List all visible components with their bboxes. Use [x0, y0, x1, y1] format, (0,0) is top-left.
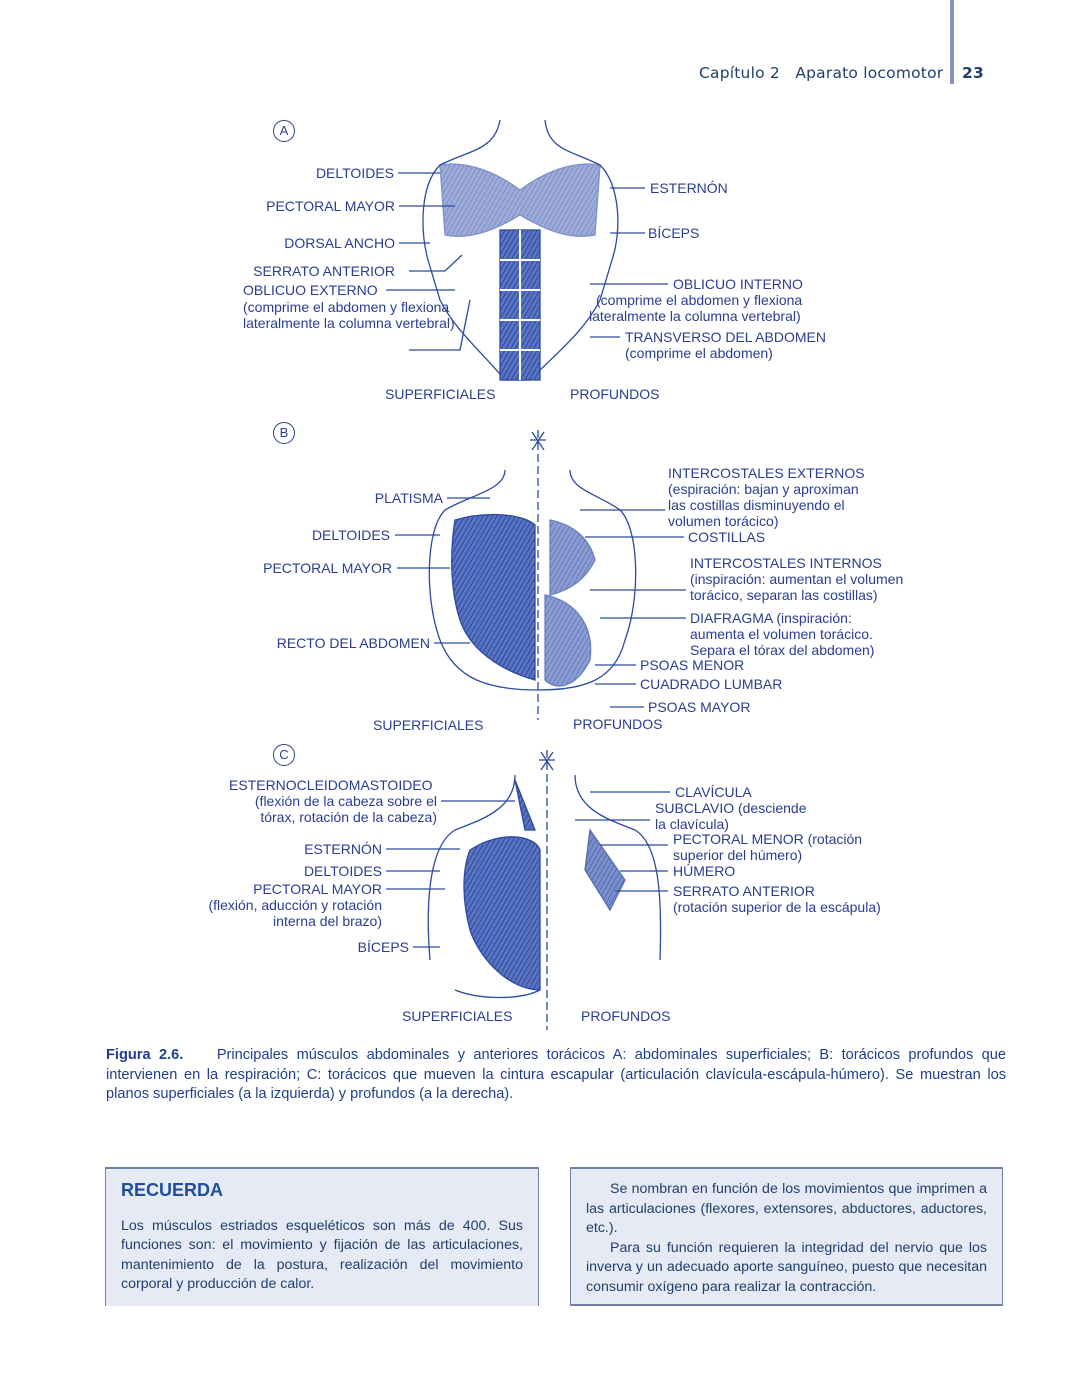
recuerda-title: RECUERDA: [121, 1180, 224, 1200]
recuerda-text: Los músculos estriados esqueléticos son más de 400. Sus funciones son: el movimiento y fijación de las articulaciones, mantenimiento de la postura, realización del movimiento corporal y producción de calor.: [121, 1217, 523, 1293]
label-note: Separa el tórax del abdomen): [690, 642, 875, 658]
label-note: (flexión de la cabeza sobre el: [254, 793, 437, 809]
label-psoas-mayor: PSOAS MAYOR: [648, 699, 751, 715]
label-platisma: PLATISMA: [374, 490, 443, 506]
side-note-box: [570, 1167, 1003, 1306]
label-serrato-anterior: SERRATO ANTERIOR: [253, 263, 395, 279]
label-deltoides: DELTOIDES: [311, 527, 390, 543]
label-pectoral-mayor: PECTORAL MAYOR: [253, 881, 382, 897]
chapter-title: Capítulo 2 Aparato locomotor: [699, 64, 944, 82]
label-oblicuo-interno: OBLICUO INTERNO: [673, 276, 803, 292]
label-note: (comprime el abdomen y flexiona: [596, 292, 803, 308]
label-note: volumen torácico): [668, 513, 779, 529]
label-note: la clavícula): [655, 816, 729, 832]
label-note: lateralmente la columna vertebral): [243, 315, 455, 331]
plane-superficiales: SUPERFICIALES: [385, 386, 496, 402]
label-transverso: TRANSVERSO DEL ABDOMEN: [625, 329, 826, 345]
caption-text: Principales músculos abdominales y anteriores torácicos A: abdominales superficiales; B: torácicos profundos que intervienen en la respiración; C: torácicos que mueven la cintura escapular (articulación clavícula-escápula-húmero). Se muestran los planos superficiales (a la izquierda) y profundos (a la derecha).: [106, 1047, 1006, 1102]
label-note: (rotación superior de la escápula): [673, 899, 881, 915]
plane-profundos: PROFUNDOS: [581, 1008, 671, 1024]
label-intercostales-externos: INTERCOSTALES EXTERNOS: [668, 465, 865, 481]
panel-marker-b: B: [273, 422, 295, 444]
plane-superficiales: SUPERFICIALES: [373, 717, 484, 733]
page-number: 23: [962, 64, 984, 82]
label-subclavio: SUBCLAVIO (desciende: [655, 800, 807, 816]
label-note: lateralmente la columna vertebral): [589, 308, 801, 324]
label-note: las costillas disminuyendo el: [668, 497, 845, 513]
label-biceps: BÍCEPS: [648, 225, 700, 241]
label-psoas-menor: PSOAS MENOR: [640, 657, 745, 673]
label-note: (comprime el abdomen): [625, 345, 773, 361]
label-note: (flexión, aducción y rotación: [208, 897, 382, 913]
label-esternon: ESTERNÓN: [650, 180, 728, 196]
panel-marker-c: C: [273, 744, 295, 766]
label-note: (comprime el abdomen y flexiona: [243, 299, 450, 315]
label-biceps: BÍCEPS: [357, 939, 409, 955]
label-esternon: ESTERNÓN: [304, 841, 382, 857]
caption-label: Figura 2.6.: [106, 1047, 184, 1063]
label-note: torácico, separan las costillas): [690, 587, 878, 603]
label-note: (espiración: bajan y aproximan: [668, 481, 859, 497]
plane-profundos: PROFUNDOS: [573, 716, 663, 732]
label-deltoides: DELTOIDES: [315, 165, 394, 181]
side-note-paragraph: Para su función requieren la integridad del nervio que los inverva y un adecuado aporte sanguíneo, puesto que necesitan consumir oxígeno para realizar la contracción.: [586, 1239, 987, 1295]
label-serrato-anterior: SERRATO ANTERIOR: [673, 883, 815, 899]
label-diafragma: DIAFRAGMA (inspiración:: [690, 610, 852, 626]
plane-superficiales: SUPERFICIALES: [402, 1008, 513, 1024]
label-pectoral-mayor: PECTORAL MAYOR: [263, 560, 392, 576]
label-note: tórax, rotación de la cabeza): [260, 809, 437, 825]
label-pectoral-menor: PECTORAL MENOR (rotación: [673, 831, 863, 847]
label-pectoral-mayor: PECTORAL MAYOR: [266, 198, 395, 214]
recuerda-box: [105, 1167, 539, 1306]
label-note: interna del brazo): [273, 913, 382, 929]
label-dorsal-ancho: DORSAL ANCHO: [284, 235, 395, 251]
side-note-paragraph: Se nombran en función de los movimientos que imprimen a las articulaciones (flexores, extensores, abductores, aductores, etc.).: [586, 1181, 987, 1237]
label-costillas: COSTILLAS: [688, 529, 766, 545]
label-oblicuo-externo: OBLICUO EXTERNO: [243, 282, 378, 298]
label-note: aumenta el volumen torácico.: [690, 626, 873, 642]
figure-caption: [106, 1046, 1006, 1105]
label-clavicula: CLAVÍCULA: [675, 784, 752, 800]
label-cuadrado-lumbar: CUADRADO LUMBAR: [640, 676, 783, 692]
label-esternocleidomastoideo: ESTERNOCLEIDOMASTOIDEO: [229, 777, 433, 793]
label-note: (inspiración: aumentan el volumen: [690, 571, 904, 587]
label-humero: HÚMERO: [673, 863, 736, 879]
label-recto-abdomen: RECTO DEL ABDOMEN: [276, 635, 430, 651]
label-intercostales-internos: INTERCOSTALES INTERNOS: [690, 555, 882, 571]
panel-marker-a: A: [273, 120, 295, 142]
label-deltoides: DELTOIDES: [303, 863, 382, 879]
label-note: superior del húmero): [673, 847, 803, 863]
plane-profundos: PROFUNDOS: [570, 386, 660, 402]
